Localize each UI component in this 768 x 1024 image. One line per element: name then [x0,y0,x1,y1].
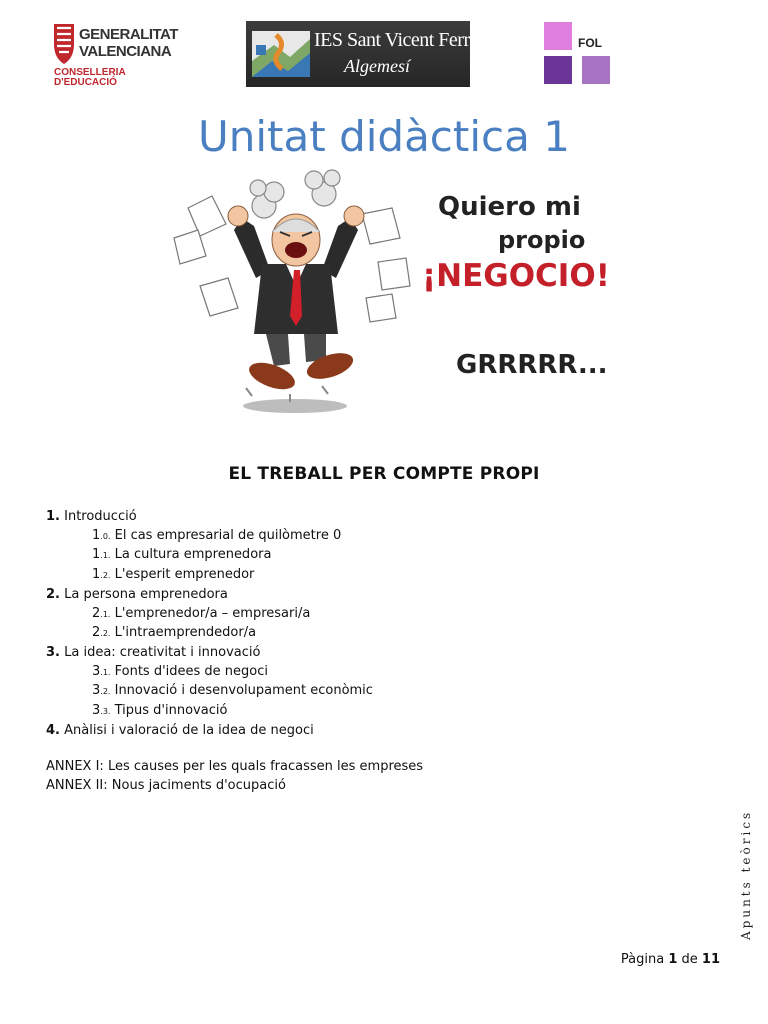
side-label: Apunts teòrics [739,809,753,940]
toc-item-3-2: 3.2. Innovació i desenvolupament econòmic [92,683,373,699]
toc-item-4: 4. Anàlisi i valoració de la idea de negoci [46,722,314,738]
ies-name: IES Sant Vicent Ferrer [314,29,485,51]
ies-logo [246,21,485,87]
annex-item-1: ANNEX I: Les causes per les quals fracassen les empreses [46,759,424,775]
table-of-contents [46,508,606,796]
toc-item-1-2: 1.2. L'esperit emprenedor [92,567,255,583]
gv-line-3: CONSELLERIA D'EDUCACIÓ [54,67,126,88]
ies-emblem-icon [252,31,310,77]
footer-of: de [681,952,698,967]
caption-line-4: GRRRRR... [456,350,608,380]
gv-crest-icon [52,22,76,66]
toc-item-1-0: 1.0. El cas empresarial de quilòmetre 0 [92,527,342,543]
toc-item-2-2: 2.2. L'intraemprendedor/a [92,625,257,641]
toc-item-1-1: 1.1. La cultura emprenedora [92,547,272,563]
angry-businessman-icon [170,166,420,418]
annex-item-2: ANNEX II: Nous jaciments d'ocupació [46,778,286,794]
gv-line-2: VALENCIANA [79,43,172,60]
toc-item-2-1: 2.1. L'emprenedor/a – empresari/a [92,605,311,621]
toc-item-2: 2. La persona emprenedora [46,586,228,602]
footer-page: 1 [668,952,678,967]
caption-line-2: propio [498,226,586,254]
fol-square-light-purple [582,56,610,84]
fol-square-pink [544,22,572,50]
caption-line-1: Quiero mi [438,192,581,222]
gv-line-1: GENERALITAT [79,26,178,43]
illustration [170,166,610,418]
toc-item-3: 3. La idea: creativitat i innovació [46,644,261,660]
footer-total: 11 [701,952,720,967]
toc-item-1: 1. Introducció [46,509,137,524]
ies-town: Algemesí [344,56,410,76]
footer-prefix: Pàgina [620,952,665,967]
fol-label: FOL [578,36,602,50]
toc-item-3-1: 3.1. Fonts d'idees de negoci [92,663,268,679]
caption-line-3: ¡NEGOCIO! [422,258,610,294]
annex-list [46,758,606,795]
document-heading: EL TREBALL PER COMPTE PROPI [228,464,540,484]
page-title: Unitat didàctica 1 [198,112,570,161]
toc-item-3-3: 3.3. Tipus d'innovació [92,703,228,719]
fol-logo [544,22,614,86]
generalitat-logo [52,22,178,88]
fol-square-dark-purple [544,56,572,84]
page-number-footer [621,952,720,967]
